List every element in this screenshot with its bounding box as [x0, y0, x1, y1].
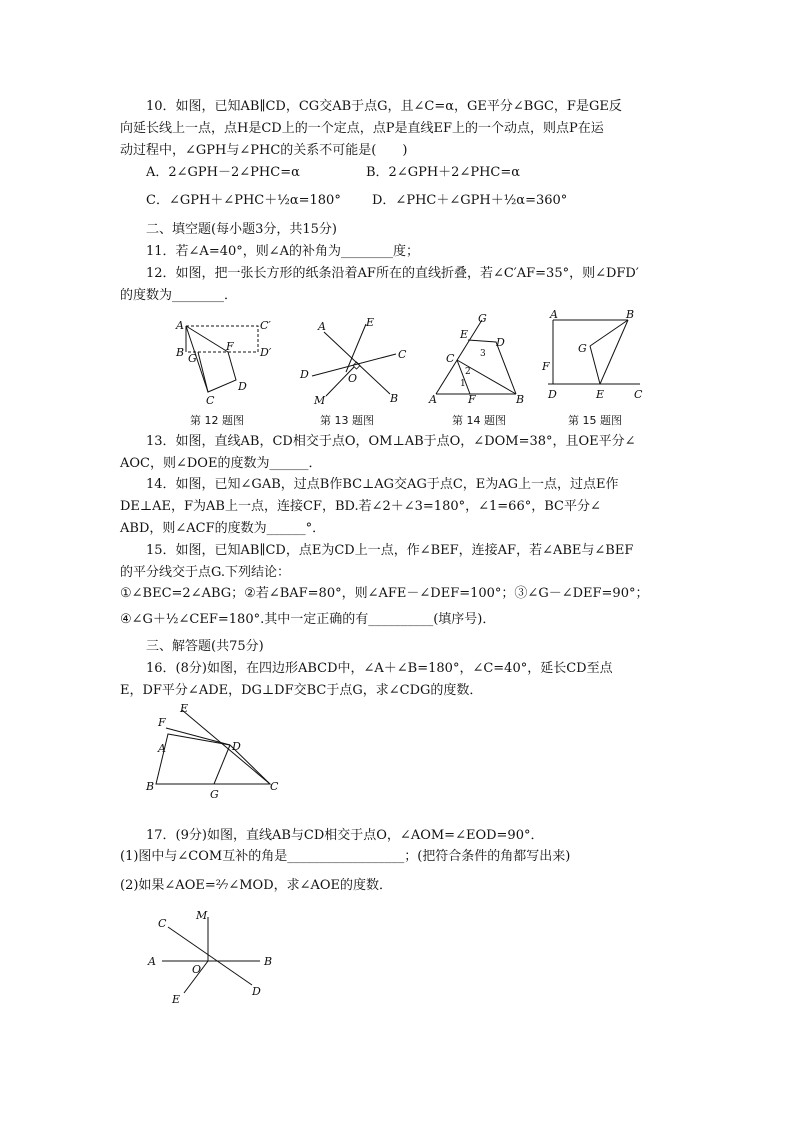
q15-line4: ④∠G＋½∠CEF=180°.其中一定正确的有__________(填序号)． — [120, 612, 496, 627]
fig13-label-o: O — [348, 372, 358, 385]
fig14-label-1: 1 — [460, 379, 466, 389]
q17-line2: (1)图中与∠COM互补的角是__________________；(把符合条件的角都写出来) — [120, 849, 571, 864]
figure-15 — [540, 306, 650, 407]
q10-line1: 10．如图，已知AB∥CD，CG交AB于点G，且∠C=α，GE平分∠BGC，F是GE反 — [146, 99, 622, 114]
q16-line1: 16．(8分)如图，在四边形ABCD中，∠A＋∠B=180°，∠C=40°，延长CD至点 — [146, 661, 613, 676]
fig12-label-a: A — [176, 319, 184, 332]
q10-line2: 向延长线上一点，点H是CD上的一个定点，点P是直线EF上的一个动点，则点P在运 — [120, 121, 604, 136]
fig12-label-d: D — [238, 380, 247, 393]
caption-figure-12: 第 12 题图 — [190, 414, 244, 427]
q15-line1: 15．如图，已知AB∥CD，点E为CD上一点，作∠BEF，连接AF，若∠ABE与∠BEF — [146, 543, 634, 558]
fig16-label-a: A — [158, 742, 166, 755]
q13-line1: 13．如图，直线AB，CD相交于点O，OM⊥AB于点O，∠DOM=38°，且OE平分∠ — [146, 434, 636, 449]
section3-heading: 三、解答题(共75分) — [146, 639, 264, 654]
fig16-label-c: C — [270, 780, 279, 793]
fig16-label-b: B — [146, 780, 155, 793]
fig12-label-c-prime: C′ — [260, 319, 271, 332]
fig12-label-f: F — [226, 340, 234, 353]
fig13-label-d: D — [300, 368, 309, 381]
fig15-label-f: F — [542, 360, 550, 373]
fig15-label-e: E — [596, 388, 605, 401]
q11-text: 11．若∠A=40°，则∠A的补角为________度； — [146, 244, 420, 259]
q17-line3: (2)如果∠AOE=²⁄₇∠MOD，求∠AOE的度数． — [120, 878, 393, 893]
fig14-label-d: D — [496, 336, 505, 349]
fig14-label-f: F — [468, 393, 476, 406]
q17-line1: 17．(9分)如图，直线AB与CD相交于点O，∠AOM=∠EOD=90°． — [146, 828, 544, 843]
fig17-label-b: B — [264, 955, 273, 968]
fig14-label-2: 2 — [465, 367, 471, 377]
fig14-label-b: B — [516, 393, 525, 406]
fig16-label-e: E — [180, 702, 189, 715]
q10-option-d: D．∠PHC＋∠GPH＋½α=360° — [372, 193, 568, 208]
fig15-label-b: B — [626, 308, 635, 321]
q10-option-b: B．2∠GPH＋2∠PHC=α — [366, 165, 521, 180]
figure-12 — [172, 312, 282, 407]
q15-line2: 的平分线交于点G.下列结论： — [120, 565, 291, 580]
q10-line3: 动过程中，∠GPH与∠PHC的关系不可能是( ) — [120, 143, 408, 158]
caption-figure-15: 第 15 题图 — [568, 414, 622, 427]
fig12-label-b: B — [176, 346, 185, 359]
fig17-label-e: E — [172, 993, 181, 1006]
fig13-label-m: M — [314, 394, 326, 407]
q14-line1: 14．如图，已知∠GAB，过点B作BC⊥AG交AG于点C，E为AG上一点，过点E作 — [146, 477, 619, 492]
fig17-label-o: O — [192, 963, 202, 976]
figure-17 — [144, 905, 274, 1010]
fig12-label-d-prime: D′ — [260, 346, 272, 359]
figure-16 — [144, 702, 289, 802]
fig17-label-c: C — [158, 917, 167, 930]
q14-line2: DE⊥AE，F为AB上一点，连接CF，BD.若∠2＋∠3=180°，∠1=66°，BC平分∠ — [120, 499, 601, 514]
q12-line1: 12．如图，把一张长方形的纸条沿着AF所在的直线折叠，若∠C′AF=35°，则∠DFD′ — [146, 266, 639, 281]
fig14-label-g: G — [478, 312, 487, 325]
fig15-label-g: G — [578, 342, 587, 355]
fig12-label-c: C — [206, 394, 215, 407]
caption-figure-13: 第 13 题图 — [320, 414, 374, 427]
fig14-label-a: A — [429, 393, 437, 406]
fig13-label-c: C — [398, 348, 407, 361]
fig17-label-d: D — [252, 985, 261, 998]
q13-line2: AOC，则∠DOE的度数为______． — [120, 456, 322, 471]
fig13-label-a: A — [318, 320, 326, 333]
fig13-label-e: E — [366, 316, 375, 329]
figure-14 — [426, 310, 536, 407]
caption-figure-14: 第 14 题图 — [452, 414, 506, 427]
fig15-label-c: C — [634, 388, 643, 401]
q16-line2: E，DF平分∠ADE，DG⊥DF交BC于点G，求∠CDG的度数． — [120, 683, 483, 698]
fig17-label-a: A — [148, 955, 156, 968]
fig16-label-d: D — [232, 740, 241, 753]
fig14-label-3: 3 — [480, 349, 486, 359]
fig14-label-c: C — [446, 352, 455, 365]
fig16-label-g: G — [210, 788, 219, 801]
fig15-label-d: D — [548, 388, 557, 401]
figure-13 — [298, 312, 413, 407]
fig13-label-b: B — [390, 392, 399, 405]
q14-line3: ABD，则∠ACF的度数为______°． — [120, 521, 326, 536]
section2-heading: 二、填空题(每小题3分，共15分) — [146, 222, 337, 237]
fig17-label-m: M — [196, 909, 208, 922]
fig16-label-f: F — [158, 716, 166, 729]
q10-option-c: C．∠GPH＋∠PHC＋½α=180° — [146, 193, 341, 208]
q15-line3: ①∠BEC=2∠ABG；②若∠BAF=80°，则∠AFE－∠DEF=100°；③∠G－∠DEF=90°； — [120, 586, 649, 601]
q10-option-a: A．2∠GPH－2∠PHC=α — [146, 165, 300, 180]
fig15-label-a: A — [550, 308, 558, 321]
fig12-label-g: G — [188, 352, 197, 365]
fig14-label-e: E — [460, 328, 469, 341]
q12-line2: 的度数为________． — [120, 288, 238, 303]
